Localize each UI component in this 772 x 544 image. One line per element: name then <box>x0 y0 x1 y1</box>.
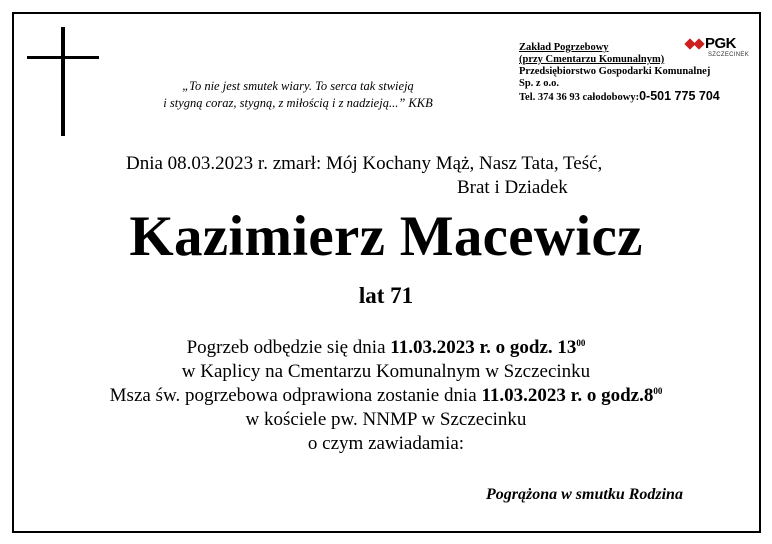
funeral-details <box>0 336 772 456</box>
funeral-row-1-text: Pogrzeb odbędzie się dnia <box>186 337 391 358</box>
company-name: Zakład Pogrzebowy <box>519 42 609 53</box>
mass-time-minutes: 00 <box>653 386 663 396</box>
cross-icon <box>61 27 65 136</box>
cross-icon-bar <box>27 56 99 59</box>
deceased-name: Kazimierz Macewicz <box>129 205 643 268</box>
company-subtitle: (przy Cmentarzu Komunalnym) <box>519 54 665 65</box>
quote-line-2: i stygną coraz, stygną, z miłością i z nadzieją...” KKB <box>163 96 433 110</box>
funeral-row-3 <box>0 384 772 408</box>
quote-line-1: „To nie jest smutek wiary. To serca tak stwieją <box>182 79 414 93</box>
death-notice-line-1: Dnia 08.03.2023 r. zmarł: Mój Kochany Mąż, Nasz Tata, Teść, <box>126 153 603 174</box>
death-notice <box>126 152 686 200</box>
mass-row-text: Msza św. pogrzebowa odprawiona zostanie dnia <box>109 385 482 406</box>
funeral-row-4: w kościele pw. NNMP w Szczecinku <box>245 409 527 430</box>
company-phone-line <box>519 90 754 104</box>
logo-text: PGK <box>705 35 737 52</box>
memorial-quote <box>148 78 448 112</box>
death-notice-line-2: Brat i Dziadek <box>457 177 568 198</box>
funeral-row-1 <box>0 336 772 360</box>
funeral-row-2: w Kaplicy na Cmentarzu Komunalnym w Szczecinku <box>181 361 591 382</box>
funeral-row-5: o czym zawiadamia: <box>307 433 465 454</box>
company-owner: Przedsiębiorstwo Gospodarki Komunalnej <box>519 66 711 77</box>
funeral-time-minutes: 00 <box>576 338 586 348</box>
phone-24h: 0-501 775 704 <box>639 89 720 103</box>
mass-date-time: 11.03.2023 r. o godz.8 <box>481 385 654 406</box>
phone-prefix: Tel. 374 36 93 całodobowy: <box>519 92 640 103</box>
logo-subtext: SZCZECINEK <box>708 52 750 58</box>
funeral-date-time: 11.03.2023 r. o godz. 13 <box>390 337 577 358</box>
deceased-age: lat 71 <box>358 283 414 308</box>
funeral-home-info <box>519 42 754 104</box>
signature: Pogrążona w smutku Rodzina <box>486 486 683 503</box>
company-legal-form: Sp. z o.o. <box>519 78 559 89</box>
